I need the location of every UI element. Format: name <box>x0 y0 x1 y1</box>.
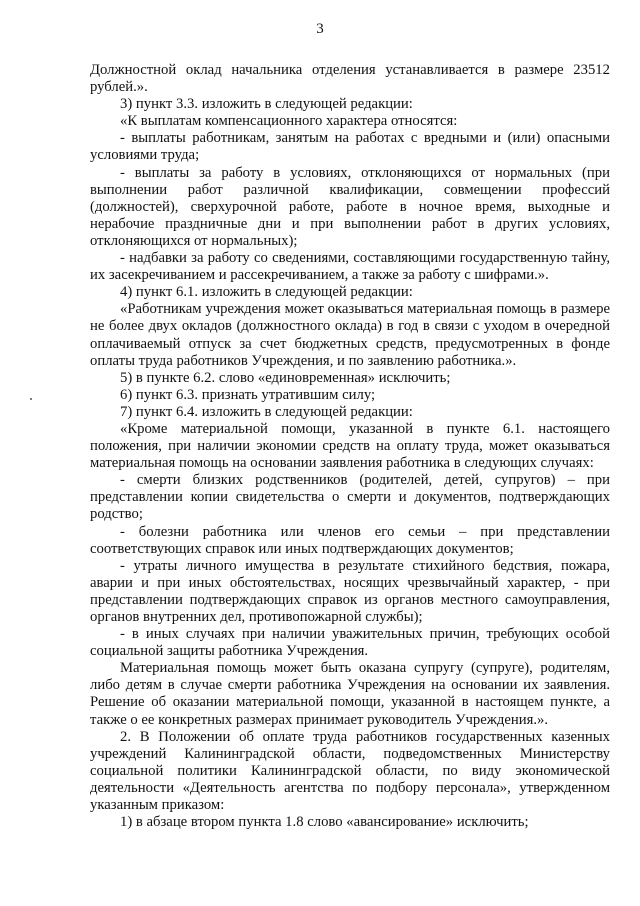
paragraph-abnormal-conditions: - выплаты за работу в условиях, отклоняющихся от нормальных (при выполнении работ различной квалификации, совмещении профессий (должностей), сверхурочной работе, работе в ночное время, выходные и нерабочие праздничные дни и при выполнении работ в других условиях, отклоняющихся от нормальных); <box>90 164 610 249</box>
paragraph-material-aid: «Работникам учреждения может оказываться материальная помощь в размере не более двух окладов (должностного оклада) в год в связи с уходом в очередной оплачиваемый отпуск за счет бюджетных средств, предусмотренных в фонде оплаты труда работников Учреждения, и по заявлению работника.». <box>90 301 610 369</box>
paragraph-aid-family: Материальная помощь может быть оказана супругу (супруге), родителям, либо детям в случае смерти работника Учреждения на основании их заявления. Решение об оказании материальной помощи, указанной в настоящем пункте, а также о ее конкретных размерах принимает руководитель Учреждения.». <box>90 660 610 728</box>
paragraph-section-2-item-1: 1) в абзаце втором пункта 1.8 слово «авансирование» исключить; <box>120 814 529 831</box>
paragraph-item-4: 4) пункт 6.1. изложить в следующей редакции: <box>120 284 413 301</box>
paragraph-item-7: 7) пункт 6.4. изложить в следующей редакции: <box>120 403 413 420</box>
paragraph-case-illness: - болезни работника или членов его семьи – при представлении соответствующих справок или иных подтверждающих документов; <box>90 523 610 557</box>
paragraph-item-6: 6) пункт 6.3. признать утратившим силу; <box>120 386 376 403</box>
paragraph-harmful-conditions: - выплаты работникам, занятым на работах с вредными и (или) опасными условиями труда; <box>90 130 610 164</box>
page-number: 3 <box>316 21 324 37</box>
paragraph-case-other: - в иных случаях при наличии уважительных причин, требующих особой социальной защиты работника Учреждения. <box>90 626 610 660</box>
scan-speck <box>30 398 32 400</box>
paragraph-aid-cases-intro: «Кроме материальной помощи, указанной в пункте 6.1. настоящего положения, при наличии экономии средств на оплату труда, может оказываться материальная помощь на основании заявления работника в следующих случаях: <box>90 420 610 472</box>
paragraph-item-3: 3) пункт 3.3. изложить в следующей редакции: <box>120 96 413 113</box>
paragraph-item-5: 5) в пункте 6.2. слово «единовременная» исключить; <box>120 369 451 386</box>
document-body <box>90 62 610 831</box>
paragraph-salary: Должностной оклад начальника отделения устанавливается в размере 23512 рублей.». <box>90 62 610 96</box>
paragraph-case-death: - смерти близких родственников (родителей, детей, супругов) – при представлении копии свидетельства о смерти и документов, подтверждающих родство; <box>90 472 610 523</box>
paragraph-section-2: 2. В Положении об оплате труда работников государственных казенных учреждений Калининградской области, подведомственных Министерству социальной политики Калининградской области, по виду экономической деятельности «Деятельность агентства по подбору персонала», утвержденном указанным приказом: <box>90 728 610 814</box>
paragraph-compensation-intro: «К выплатам компенсационного характера относятся: <box>120 113 458 130</box>
paragraph-case-property-loss: - утраты личного имущества в результате стихийного бедствия, пожара, аварии и при иных обстоятельствах, носящих чрезвычайный характер, - при представлении подтверждающих справок из органов местного самоуправления, органов внутренних дел, противопожарной службы); <box>90 557 610 625</box>
paragraph-state-secret: - надбавки за работу со сведениями, составляющими государственную тайну, их засекречиванием и рассекречиванием, а также за работу с шифрами.». <box>90 250 610 284</box>
